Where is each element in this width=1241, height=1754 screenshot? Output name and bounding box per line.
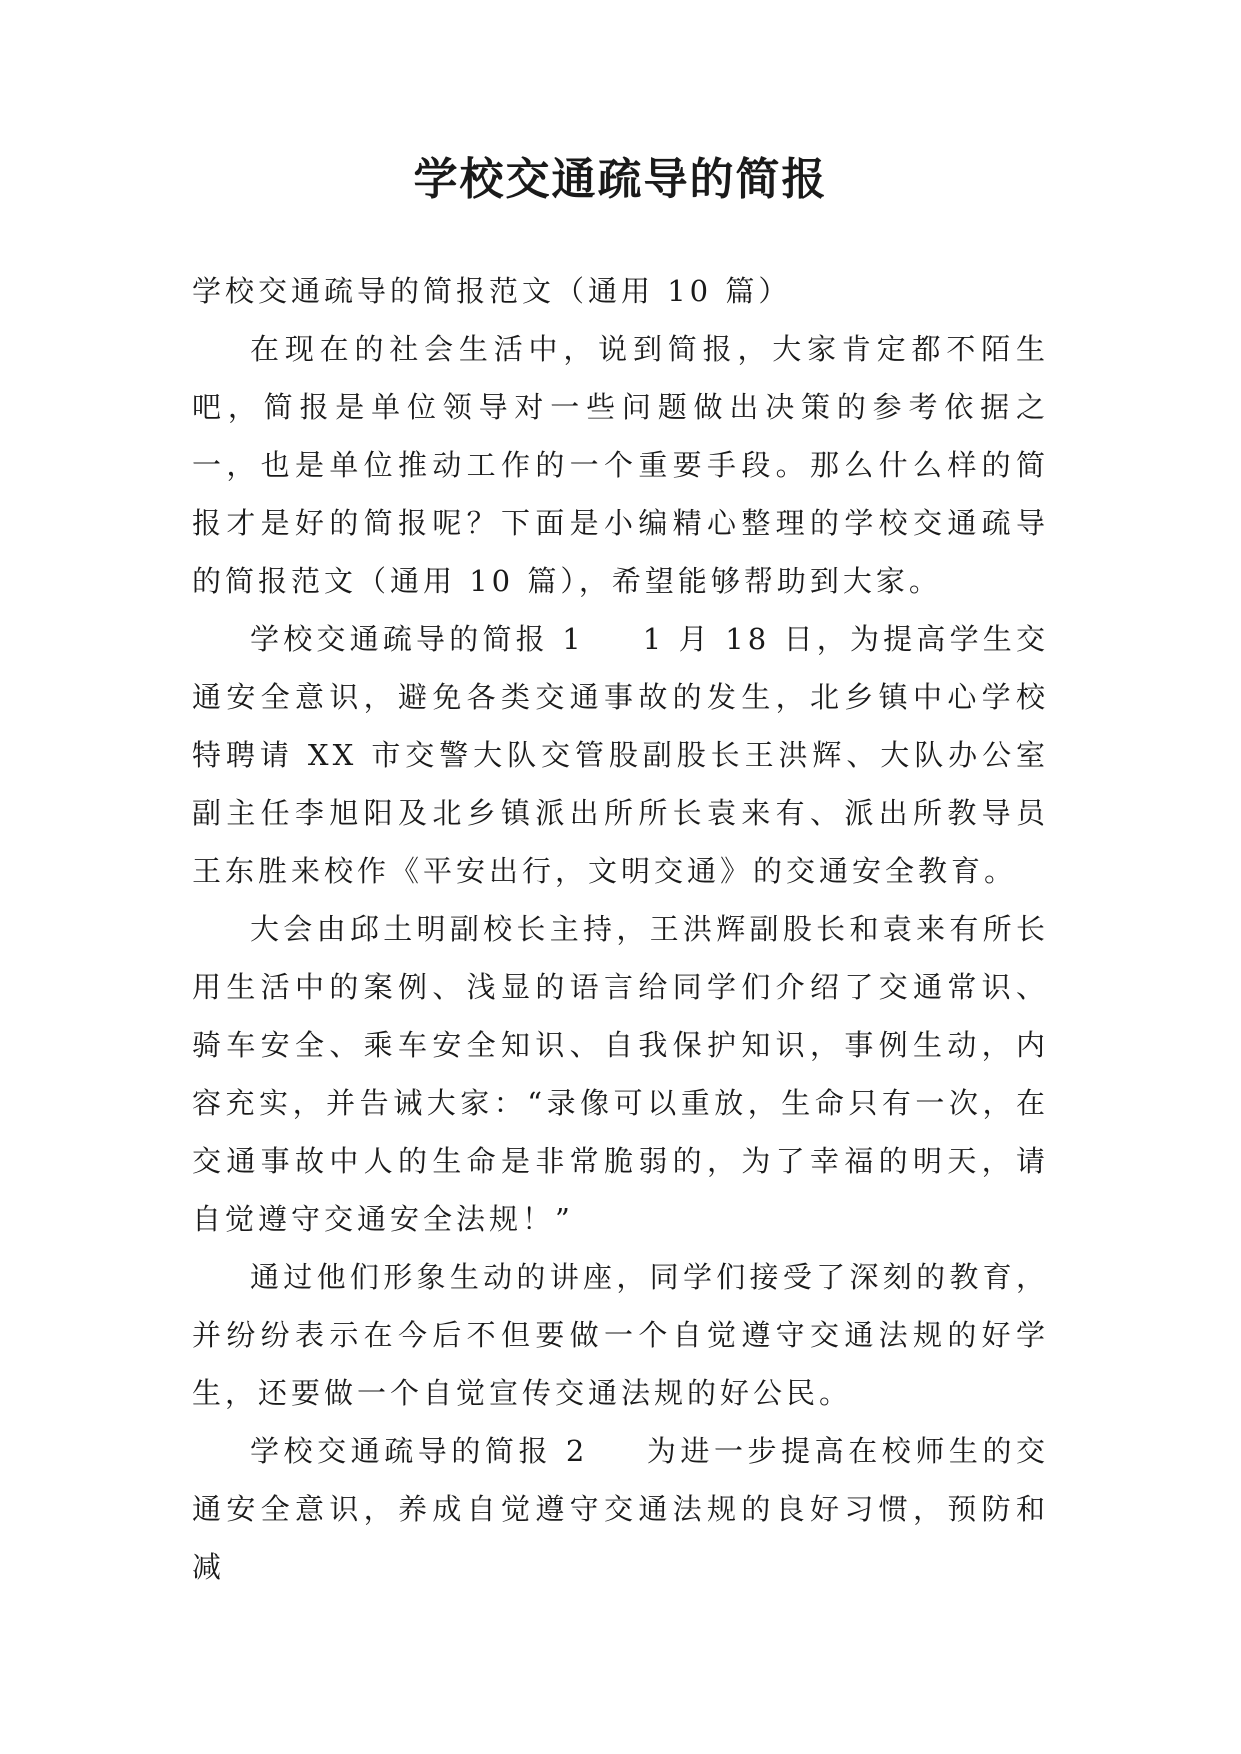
section-1-paragraph: 大会由邱土明副校长主持，王洪辉副股长和袁来有所长用生活中的案例、浅显的语言给同学们介绍了交通常识、骑车安全、乘车安全知识、自我保护知识，事例生动，内容充实，并告诫大家：“录像可以重放，生命只有一次，在交通事故中人的生命是非常脆弱的，为了幸福的明天，请自觉遵守交通安全法规！” <box>192 912 1049 1236</box>
document-body <box>192 262 1049 1596</box>
section-2-lead: 为进一步提高在校师生的交通安全意识，养成自觉遵守交通法规的良好习惯，预防和减 <box>192 1434 1049 1584</box>
document-subtitle: 学校交通疏导的简报范文（通用 10 篇） <box>192 274 792 308</box>
section-1-lead: 1 月 18 日，为提高学生交通安全意识，避免各类交通事故的发生，北乡镇中心学校特聘请 XX 市交警大队交管股副股长王洪辉、大队办公室副主任李旭阳及北乡镇派出所所长袁来有、派出所教导员王东胜来校作《平安出行，文明交通》的交通安全教育。 <box>192 622 1050 888</box>
section-1-paragraph: 通过他们形象生动的讲座，同学们接受了深刻的教育，并纷纷表示在今后不但要做一个自觉遵守交通法规的好学生，还要做一个自觉宣传交通法规的好公民。 <box>192 1260 1049 1410</box>
intro-paragraph: 在现在的社会生活中，说到简报，大家肯定都不陌生吧，简报是单位领导对一些问题做出决策的参考依据之一，也是单位推动工作的一个重要手段。那么什么样的简报才是好的简报呢？下面是小编精心整理的学校交通疏导的简报范文（通用 10 篇），希望能够帮助到大家。 <box>192 332 1049 598</box>
section-2-lead-paragraph <box>192 1422 1049 1596</box>
document-title: 学校交通疏导的简报 <box>413 154 828 205</box>
section-1-lead-paragraph <box>192 610 1049 900</box>
section-1-heading: 学校交通疏导的简报 1 <box>250 622 585 656</box>
section-2-heading: 学校交通疏导的简报 2 <box>250 1434 589 1468</box>
